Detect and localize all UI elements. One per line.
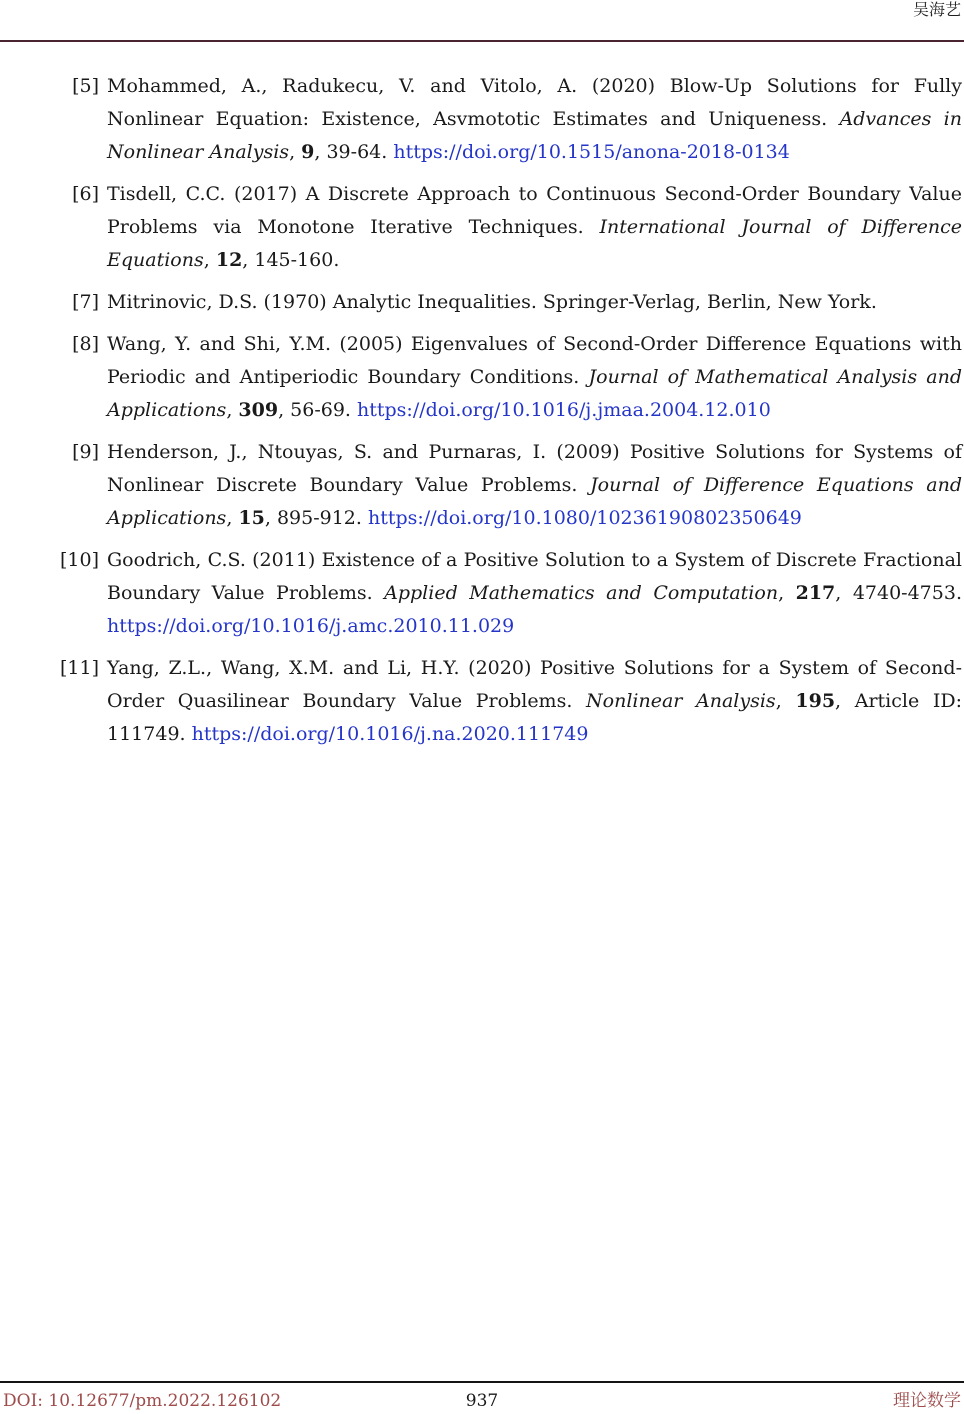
reference-item bbox=[0, 286, 962, 319]
footer-journal-name: 理论数学 bbox=[893, 1391, 961, 1411]
references-list bbox=[0, 70, 962, 760]
reference-item bbox=[0, 178, 962, 277]
doi-link[interactable]: https://doi.org/10.1016/j.jmaa.2004.12.010 bbox=[357, 399, 771, 421]
reference-item bbox=[0, 544, 962, 643]
reference-segment: Nonlinear Analysis bbox=[586, 690, 776, 712]
footer-doi: DOI: 10.12677/pm.2022.126102 bbox=[3, 1391, 282, 1411]
reference-text bbox=[107, 286, 962, 319]
reference-segment: , 145-160. bbox=[242, 249, 340, 271]
reference-text bbox=[107, 70, 962, 169]
reference-segment: , 39-64. bbox=[314, 141, 394, 163]
reference-segment: , bbox=[226, 399, 239, 421]
reference-item bbox=[0, 70, 962, 169]
reference-label: [7] bbox=[72, 291, 99, 313]
footer bbox=[0, 1389, 964, 1414]
reference-segment: , bbox=[775, 690, 796, 712]
reference-segment: Tisdell, C.C. (2017) A Discrete Approach to Continuous Second-Order Boundary Value Problems via Monotone Iterative Techniques. bbox=[107, 183, 962, 238]
running-head-author: 吴海艺 bbox=[912, 0, 961, 19]
reference-segment: Goodrich, C.S. (2011) Existence of a Positive Solution to a System of Discrete Fractional Boundary Value Problems. bbox=[107, 549, 962, 604]
reference-segment: Mitrinovic, D.S. (1970) Analytic Inequalities. Springer-Verlag, Berlin, New York. bbox=[107, 291, 877, 313]
reference-label: [10] bbox=[59, 549, 99, 571]
reference-segment: Journal of Difference Equations and Applications bbox=[107, 474, 963, 529]
reference-segment: , 895-912. bbox=[264, 507, 368, 529]
page-number: 937 bbox=[465, 1391, 499, 1411]
reference-label: [11] bbox=[59, 657, 99, 679]
doi-link[interactable]: https://doi.org/10.1016/j.amc.2010.11.029 bbox=[107, 615, 515, 637]
reference-item bbox=[0, 652, 962, 751]
reference-label: [8] bbox=[72, 333, 99, 355]
reference-segment: 195 bbox=[795, 690, 836, 712]
reference-segment: Mohammed, A., Radukecu, V. and Vitolo, A. (2020) Blow-Up Solutions for Fully Nonlinear Equation: Existence, Asvmototic Estimates and Uniqueness. bbox=[107, 75, 962, 130]
running-head bbox=[913, 0, 961, 20]
reference-segment: 12 bbox=[215, 249, 243, 271]
reference-text bbox=[107, 178, 962, 277]
doi-link[interactable]: https://doi.org/10.1080/10236190802350649 bbox=[367, 507, 802, 529]
reference-segment: 9 bbox=[301, 141, 315, 163]
footer-rule bbox=[0, 1381, 964, 1383]
reference-segment: Applied Mathematics and Computation bbox=[384, 582, 779, 604]
reference-segment: Wang, Y. and Shi, Y.M. (2005) Eigenvalues of Second-Order Difference Equations with Periodic and Antiperiodic Boundary Conditions. bbox=[107, 333, 962, 388]
reference-segment: Advances in Nonlinear Analysis bbox=[107, 108, 962, 163]
reference-segment: 217 bbox=[795, 582, 836, 604]
reference-segment: , Article ID: 111749. bbox=[107, 690, 962, 745]
reference-label: [6] bbox=[72, 183, 99, 205]
reference-item bbox=[0, 436, 962, 535]
reference-text bbox=[107, 436, 962, 535]
reference-segment: Henderson, J., Ntouyas, S. and Purnaras, I. (2009) Positive Solutions for Systems of Nonlinear Discrete Boundary Value Problems. bbox=[107, 441, 962, 496]
reference-segment: 15 bbox=[238, 507, 265, 529]
reference-segment: , bbox=[778, 582, 796, 604]
reference-text bbox=[107, 544, 962, 643]
reference-segment: , 4740-4753. bbox=[835, 582, 962, 604]
reference-item bbox=[0, 328, 962, 427]
reference-text bbox=[107, 328, 962, 427]
reference-segment: 309 bbox=[238, 399, 279, 421]
reference-text bbox=[107, 652, 962, 751]
reference-segment: Yang, Z.L., Wang, X.M. and Li, H.Y. (2020) Positive Solutions for a System of Second-Order Quasilinear Boundary Value Problems. bbox=[107, 657, 962, 712]
reference-segment: , bbox=[289, 141, 302, 163]
reference-label: [9] bbox=[72, 441, 99, 463]
reference-segment: International Journal of Difference Equations bbox=[107, 216, 962, 271]
header-rule bbox=[0, 40, 964, 42]
reference-segment: , bbox=[203, 249, 216, 271]
reference-label: [5] bbox=[72, 75, 99, 97]
doi-link[interactable]: https://doi.org/10.1016/j.na.2020.111749 bbox=[191, 723, 589, 745]
reference-segment: , 56-69. bbox=[278, 399, 358, 421]
doi-link[interactable]: https://doi.org/10.1515/anona-2018-0134 bbox=[393, 141, 790, 163]
reference-segment: , bbox=[226, 507, 239, 529]
reference-segment: Journal of Mathematical Analysis and Applications bbox=[107, 366, 963, 421]
